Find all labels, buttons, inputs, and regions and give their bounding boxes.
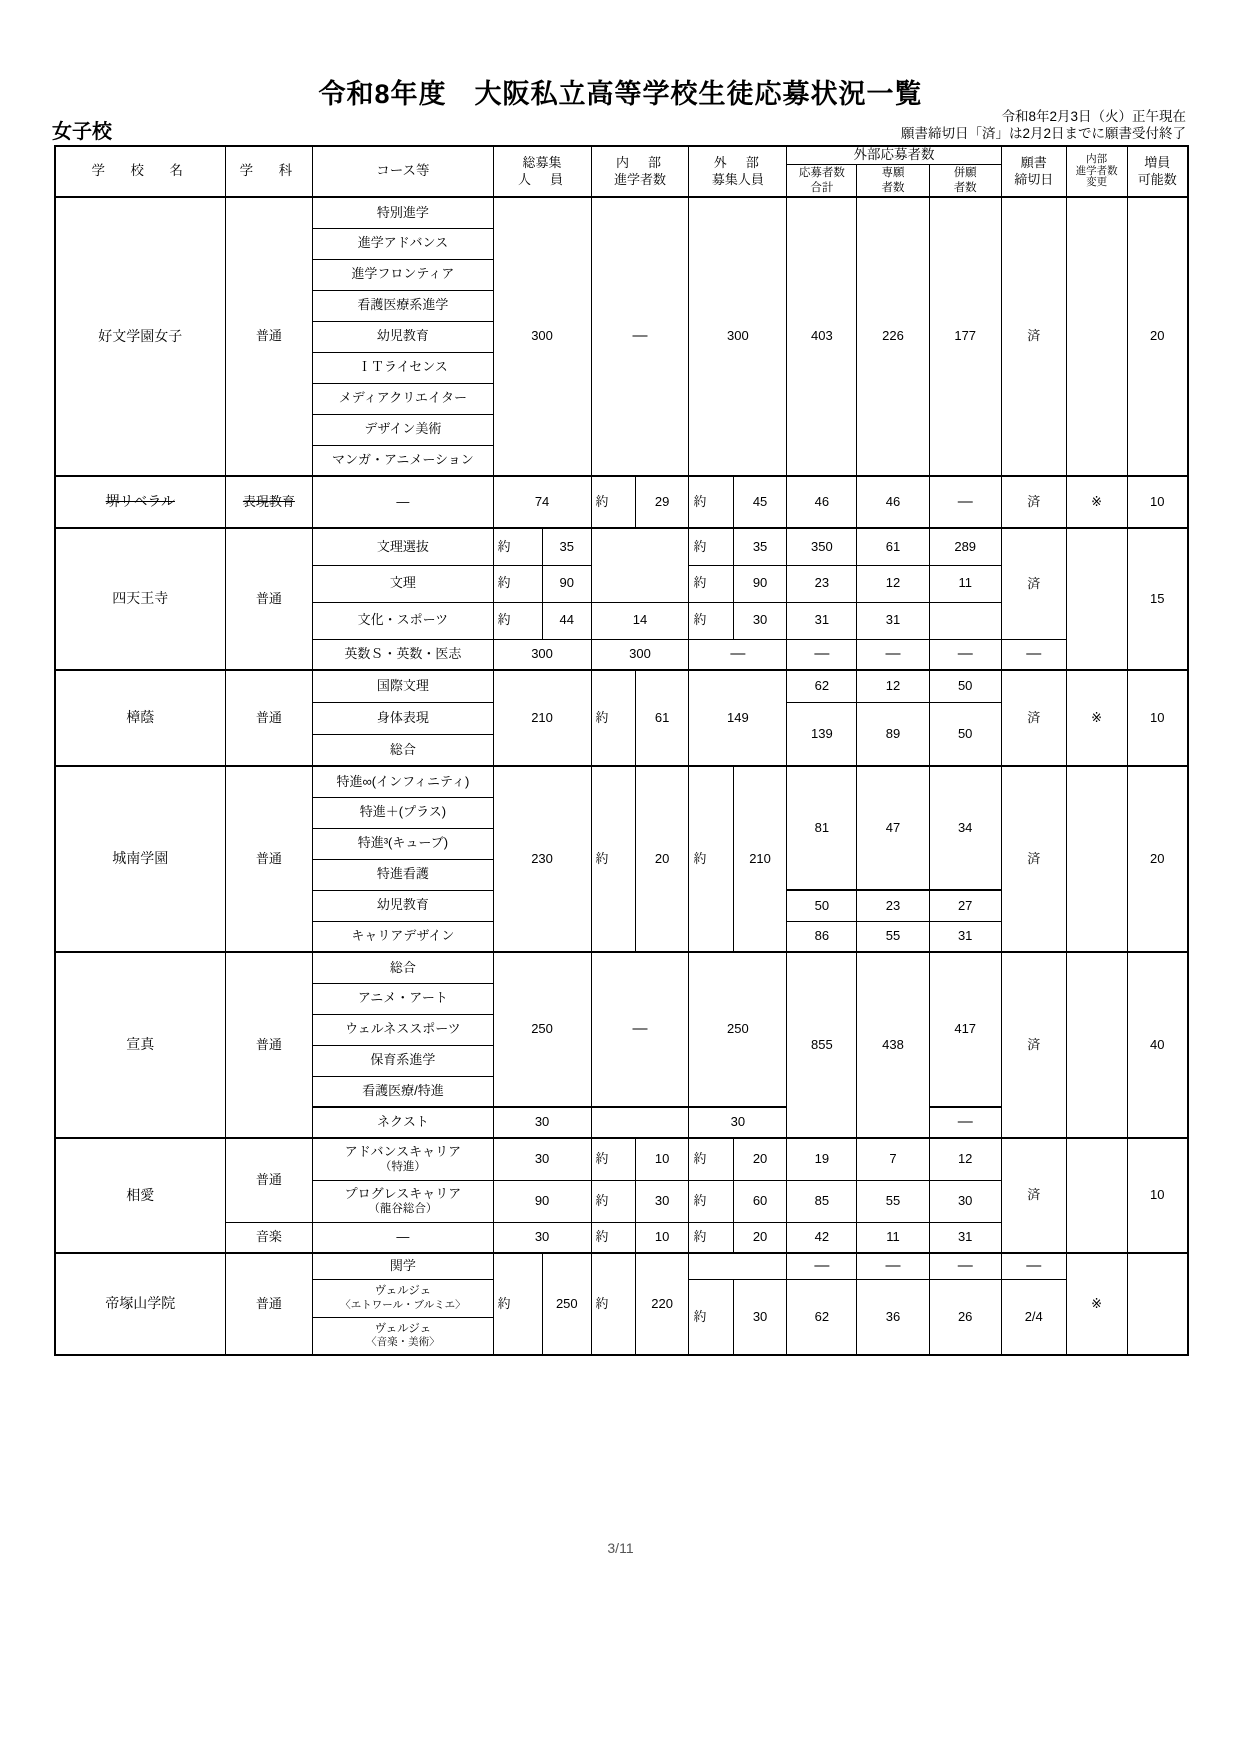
external-quota: 300 bbox=[689, 197, 787, 476]
total-quota: 300 bbox=[493, 639, 591, 670]
course-name: マンガ・アニメーション bbox=[313, 445, 493, 476]
internal-count: 220 bbox=[635, 1253, 689, 1355]
external-quota: — bbox=[689, 639, 787, 670]
internal-approx-marker: 約 bbox=[591, 1222, 635, 1253]
course-name: — bbox=[313, 1222, 493, 1253]
course-name: 保育系進学 bbox=[313, 1045, 493, 1076]
increase-quota: 15 bbox=[1127, 528, 1188, 670]
external-quota: 30 bbox=[733, 602, 787, 639]
header-increase: 増員 可能数 bbox=[1127, 146, 1188, 197]
external-approx-marker: 約 bbox=[689, 1222, 733, 1253]
course-name: プログレスキャリア （龍谷総合） bbox=[313, 1180, 493, 1222]
internal-approx-marker: 約 bbox=[591, 766, 635, 952]
exclusive-count: 7 bbox=[857, 1138, 929, 1180]
external-approx-marker: 約 bbox=[689, 528, 733, 565]
combined-count: 11 bbox=[929, 565, 1001, 602]
applicants-total: 350 bbox=[787, 528, 857, 565]
external-quota: 210 bbox=[733, 766, 787, 952]
department: 音楽 bbox=[225, 1222, 313, 1253]
applicants-total: 31 bbox=[787, 602, 857, 639]
course-name: 幼児教育 bbox=[313, 890, 493, 921]
meta-block bbox=[901, 108, 1186, 142]
course-name: — bbox=[313, 476, 493, 528]
internal-change: ※ bbox=[1066, 670, 1127, 766]
applicants-total: — bbox=[787, 639, 857, 670]
course-name: 特進＋(プラス) bbox=[313, 797, 493, 828]
total-quota: 250 bbox=[493, 952, 591, 1107]
course-name: アドバンスキャリア （特進） bbox=[313, 1138, 493, 1180]
table-row bbox=[55, 1138, 1188, 1180]
total-approx-marker: 約 bbox=[493, 1253, 542, 1355]
total-quota: 90 bbox=[543, 565, 591, 602]
internal-approx-marker: 約 bbox=[591, 476, 635, 528]
deadline-status: — bbox=[1001, 639, 1066, 670]
external-quota: 60 bbox=[733, 1180, 787, 1222]
deadline-status: — bbox=[1001, 1253, 1066, 1279]
total-quota: 90 bbox=[493, 1180, 591, 1222]
course-name: 進学アドバンス bbox=[313, 228, 493, 259]
table-row bbox=[55, 528, 1188, 565]
department: 普通 bbox=[225, 952, 313, 1138]
external-quota: 20 bbox=[733, 1222, 787, 1253]
exclusive-count: — bbox=[857, 639, 929, 670]
combined-count: 30 bbox=[929, 1180, 1001, 1222]
header-row-1 bbox=[55, 146, 1188, 165]
deadline-status: 済 bbox=[1001, 670, 1066, 766]
course-name: 特別進学 bbox=[313, 197, 493, 228]
combined-count: 417 bbox=[929, 952, 1001, 1107]
header-internal: 内 部 進学者数 bbox=[591, 146, 689, 197]
internal-count: 30 bbox=[635, 1180, 689, 1222]
course-name: 特進³(キューブ) bbox=[313, 828, 493, 859]
deadline-status: 済 bbox=[1001, 528, 1066, 639]
increase-quota: 10 bbox=[1127, 476, 1188, 528]
school-name: 好文学園女子 bbox=[55, 197, 225, 476]
external-approx-marker: 約 bbox=[689, 766, 733, 952]
course-name: ネクスト bbox=[313, 1107, 493, 1138]
combined-count: 177 bbox=[929, 197, 1001, 476]
external-approx-marker: 約 bbox=[689, 602, 733, 639]
combined-count: 12 bbox=[929, 1138, 1001, 1180]
course-name: ヴェルジェ 〈エトワール・ブルミエ〉 bbox=[313, 1279, 493, 1317]
course-name: 文化・スポーツ bbox=[313, 602, 493, 639]
external-quota: 20 bbox=[733, 1138, 787, 1180]
course-name: 関学 bbox=[313, 1253, 493, 1279]
combined-count bbox=[929, 602, 1001, 639]
school-name: 堺リベラル bbox=[55, 476, 225, 528]
total-quota: 44 bbox=[543, 602, 591, 639]
deadline-status: 済 bbox=[1001, 197, 1066, 476]
combined-count: 50 bbox=[929, 702, 1001, 766]
page-number: 3/11 bbox=[607, 1540, 634, 1556]
applicants-total: 85 bbox=[787, 1180, 857, 1222]
exclusive-count: 61 bbox=[857, 528, 929, 565]
total-approx-marker: 約 bbox=[493, 528, 542, 565]
combined-count: 50 bbox=[929, 670, 1001, 702]
course-name: デザイン美術 bbox=[313, 414, 493, 445]
school-name: 樟蔭 bbox=[55, 670, 225, 766]
header-applicants: 応募者数 合計 bbox=[787, 165, 857, 198]
exclusive-count: 12 bbox=[857, 565, 929, 602]
internal-count: — bbox=[591, 952, 689, 1107]
total-approx-marker: 約 bbox=[493, 565, 542, 602]
header-combined: 併願 者数 bbox=[929, 165, 1001, 198]
total-quota: 30 bbox=[493, 1107, 591, 1138]
department: 普通 bbox=[225, 1253, 313, 1355]
header-course: コース等 bbox=[313, 146, 493, 197]
external-quota: 30 bbox=[689, 1107, 787, 1138]
combined-count: — bbox=[929, 1107, 1001, 1138]
external-quota: 90 bbox=[733, 565, 787, 602]
header-external-quota: 外 部 募集人員 bbox=[689, 146, 787, 197]
course-name: 総合 bbox=[313, 952, 493, 983]
school-name: 城南学園 bbox=[55, 766, 225, 952]
header-department: 学 科 bbox=[225, 146, 313, 197]
external-quota: 45 bbox=[733, 476, 787, 528]
table-row bbox=[55, 476, 1188, 528]
exclusive-count: 226 bbox=[857, 197, 929, 476]
combined-count: 31 bbox=[929, 921, 1001, 952]
applicants-total: 62 bbox=[787, 670, 857, 702]
internal-approx-marker: 約 bbox=[591, 1138, 635, 1180]
external-quota: 250 bbox=[689, 952, 787, 1107]
department: 普通 bbox=[225, 1138, 313, 1222]
internal-count: — bbox=[591, 197, 689, 476]
course-name: メディアクリエイター bbox=[313, 383, 493, 414]
internal-change bbox=[1066, 197, 1127, 476]
internal-count: 20 bbox=[635, 766, 689, 952]
external-approx-marker: 約 bbox=[689, 1180, 733, 1222]
applicants-total: 855 bbox=[787, 952, 857, 1138]
internal-approx-marker: 約 bbox=[591, 1253, 635, 1355]
table-row bbox=[55, 1253, 1188, 1279]
applicants-total: 139 bbox=[787, 702, 857, 766]
exclusive-count: 36 bbox=[857, 1279, 929, 1355]
exclusive-count: 46 bbox=[857, 476, 929, 528]
internal-change bbox=[1066, 528, 1127, 670]
department: 普通 bbox=[225, 670, 313, 766]
course-name: 特進∞(インフィニティ) bbox=[313, 766, 493, 797]
total-quota: 30 bbox=[493, 1222, 591, 1253]
combined-count: — bbox=[929, 639, 1001, 670]
header-external-applicants-group: 外部応募者数 bbox=[787, 146, 1001, 165]
internal-count bbox=[591, 1107, 689, 1138]
external-approx-marker: 約 bbox=[689, 476, 733, 528]
increase-quota: 10 bbox=[1127, 1138, 1188, 1253]
table-row bbox=[55, 952, 1188, 983]
course-name: 進学フロンティア bbox=[313, 259, 493, 290]
department: 普通 bbox=[225, 197, 313, 476]
internal-count bbox=[591, 565, 689, 602]
applicants-total: 81 bbox=[787, 766, 857, 890]
internal-change bbox=[1066, 766, 1127, 952]
course-name: 国際文理 bbox=[313, 670, 493, 702]
department: 表現教育 bbox=[225, 476, 313, 528]
external-quota: 30 bbox=[733, 1279, 787, 1355]
combined-count: 289 bbox=[929, 528, 1001, 565]
exclusive-count: 12 bbox=[857, 670, 929, 702]
external-quota: 149 bbox=[689, 670, 787, 766]
increase-quota: 10 bbox=[1127, 670, 1188, 766]
increase-quota bbox=[1127, 1253, 1188, 1355]
internal-change bbox=[1066, 1138, 1127, 1253]
header-deadline: 願書 締切日 bbox=[1001, 146, 1066, 197]
deadline-status: 2/4 bbox=[1001, 1279, 1066, 1355]
internal-count: 29 bbox=[635, 476, 689, 528]
internal-approx-marker: 約 bbox=[591, 670, 635, 766]
course-name: 文理選抜 bbox=[313, 528, 493, 565]
total-quota: 74 bbox=[493, 476, 591, 528]
internal-count: 10 bbox=[635, 1138, 689, 1180]
exclusive-count: 438 bbox=[857, 952, 929, 1138]
school-name: 宣真 bbox=[55, 952, 225, 1138]
school-name: 帝塚山学院 bbox=[55, 1253, 225, 1355]
exclusive-count: 55 bbox=[857, 1180, 929, 1222]
increase-quota: 40 bbox=[1127, 952, 1188, 1138]
course-name: ウェルネススポーツ bbox=[313, 1014, 493, 1045]
combined-count: 34 bbox=[929, 766, 1001, 890]
internal-count: 300 bbox=[591, 639, 689, 670]
internal-change bbox=[1066, 952, 1127, 1138]
applicants-total: 46 bbox=[787, 476, 857, 528]
total-quota: 230 bbox=[493, 766, 591, 952]
internal-count: 10 bbox=[635, 1222, 689, 1253]
as-of-date: 令和8年2月3日（火）正午現在 bbox=[1001, 109, 1186, 124]
gender-label: 女子校 bbox=[52, 121, 112, 143]
department: 普通 bbox=[225, 766, 313, 952]
exclusive-count: 55 bbox=[857, 921, 929, 952]
header-internal-change: 内部 進学者数 変更 bbox=[1066, 146, 1127, 197]
total-quota: 210 bbox=[493, 670, 591, 766]
external-approx-marker: 約 bbox=[689, 565, 733, 602]
school-name: 四天王寺 bbox=[55, 528, 225, 670]
application-status-table bbox=[54, 145, 1189, 1356]
deadline-status: 済 bbox=[1001, 766, 1066, 952]
external-quota bbox=[689, 1253, 787, 1279]
internal-change: ※ bbox=[1066, 476, 1127, 528]
applicants-total: 19 bbox=[787, 1138, 857, 1180]
applicants-total: 23 bbox=[787, 565, 857, 602]
table-row bbox=[55, 766, 1188, 797]
header-school: 学 校 名 bbox=[55, 146, 225, 197]
increase-quota: 20 bbox=[1127, 766, 1188, 952]
total-quota: 35 bbox=[543, 528, 591, 565]
external-approx-marker: 約 bbox=[689, 1279, 733, 1355]
course-name: 文理 bbox=[313, 565, 493, 602]
course-name: 幼児教育 bbox=[313, 321, 493, 352]
exclusive-count: 89 bbox=[857, 702, 929, 766]
internal-count bbox=[591, 528, 689, 565]
course-name: 英数Ｓ・英数・医志 bbox=[313, 639, 493, 670]
exclusive-count: 11 bbox=[857, 1222, 929, 1253]
course-name: 看護医療/特進 bbox=[313, 1076, 493, 1107]
combined-count: 31 bbox=[929, 1222, 1001, 1253]
course-name: 身体表現 bbox=[313, 702, 493, 734]
external-quota: 35 bbox=[733, 528, 787, 565]
course-name: アニメ・アート bbox=[313, 983, 493, 1014]
total-quota: 30 bbox=[493, 1138, 591, 1180]
course-name: 特進看護 bbox=[313, 859, 493, 890]
exclusive-count: 47 bbox=[857, 766, 929, 890]
table-row bbox=[55, 670, 1188, 702]
course-name: ヴェルジェ 〈音楽・美術〉 bbox=[313, 1317, 493, 1355]
combined-count: — bbox=[929, 1253, 1001, 1279]
total-quota: 250 bbox=[543, 1253, 591, 1355]
exclusive-count: — bbox=[857, 1253, 929, 1279]
total-approx-marker: 約 bbox=[493, 602, 542, 639]
page-title: 令和8年度 大阪私立高等学校生徒応募状況一覧 bbox=[318, 79, 923, 109]
external-approx-marker: 約 bbox=[689, 1138, 733, 1180]
applicants-total: 50 bbox=[787, 890, 857, 921]
deadline-status: 済 bbox=[1001, 1138, 1066, 1253]
department: 普通 bbox=[225, 528, 313, 670]
internal-count: 14 bbox=[591, 602, 689, 639]
combined-count: — bbox=[929, 476, 1001, 528]
course-name: 総合 bbox=[313, 734, 493, 766]
deadline-status: 済 bbox=[1001, 476, 1066, 528]
exclusive-count: 31 bbox=[857, 602, 929, 639]
applicants-total: 62 bbox=[787, 1279, 857, 1355]
table-row bbox=[55, 197, 1188, 228]
header-exclusive: 専願 者数 bbox=[857, 165, 929, 198]
applicants-total: 403 bbox=[787, 197, 857, 476]
deadline-status: 済 bbox=[1001, 952, 1066, 1138]
applicants-total: — bbox=[787, 1253, 857, 1279]
internal-count: 61 bbox=[635, 670, 689, 766]
combined-count: 26 bbox=[929, 1279, 1001, 1355]
course-name: ＩＴライセンス bbox=[313, 352, 493, 383]
course-name: 看護医療系進学 bbox=[313, 290, 493, 321]
applicants-total: 86 bbox=[787, 921, 857, 952]
school-name: 相愛 bbox=[55, 1138, 225, 1253]
internal-approx-marker: 約 bbox=[591, 1180, 635, 1222]
deadline-note: 願書締切日「済」は2月2日までに願書受付終了 bbox=[900, 126, 1186, 141]
combined-count: 27 bbox=[929, 890, 1001, 921]
increase-quota: 20 bbox=[1127, 197, 1188, 476]
course-name: キャリアデザイン bbox=[313, 921, 493, 952]
header-total-quota: 総募集 人 員 bbox=[493, 146, 591, 197]
applicants-total: 42 bbox=[787, 1222, 857, 1253]
total-quota: 300 bbox=[493, 197, 591, 476]
internal-change: ※ bbox=[1066, 1253, 1127, 1355]
exclusive-count: 23 bbox=[857, 890, 929, 921]
